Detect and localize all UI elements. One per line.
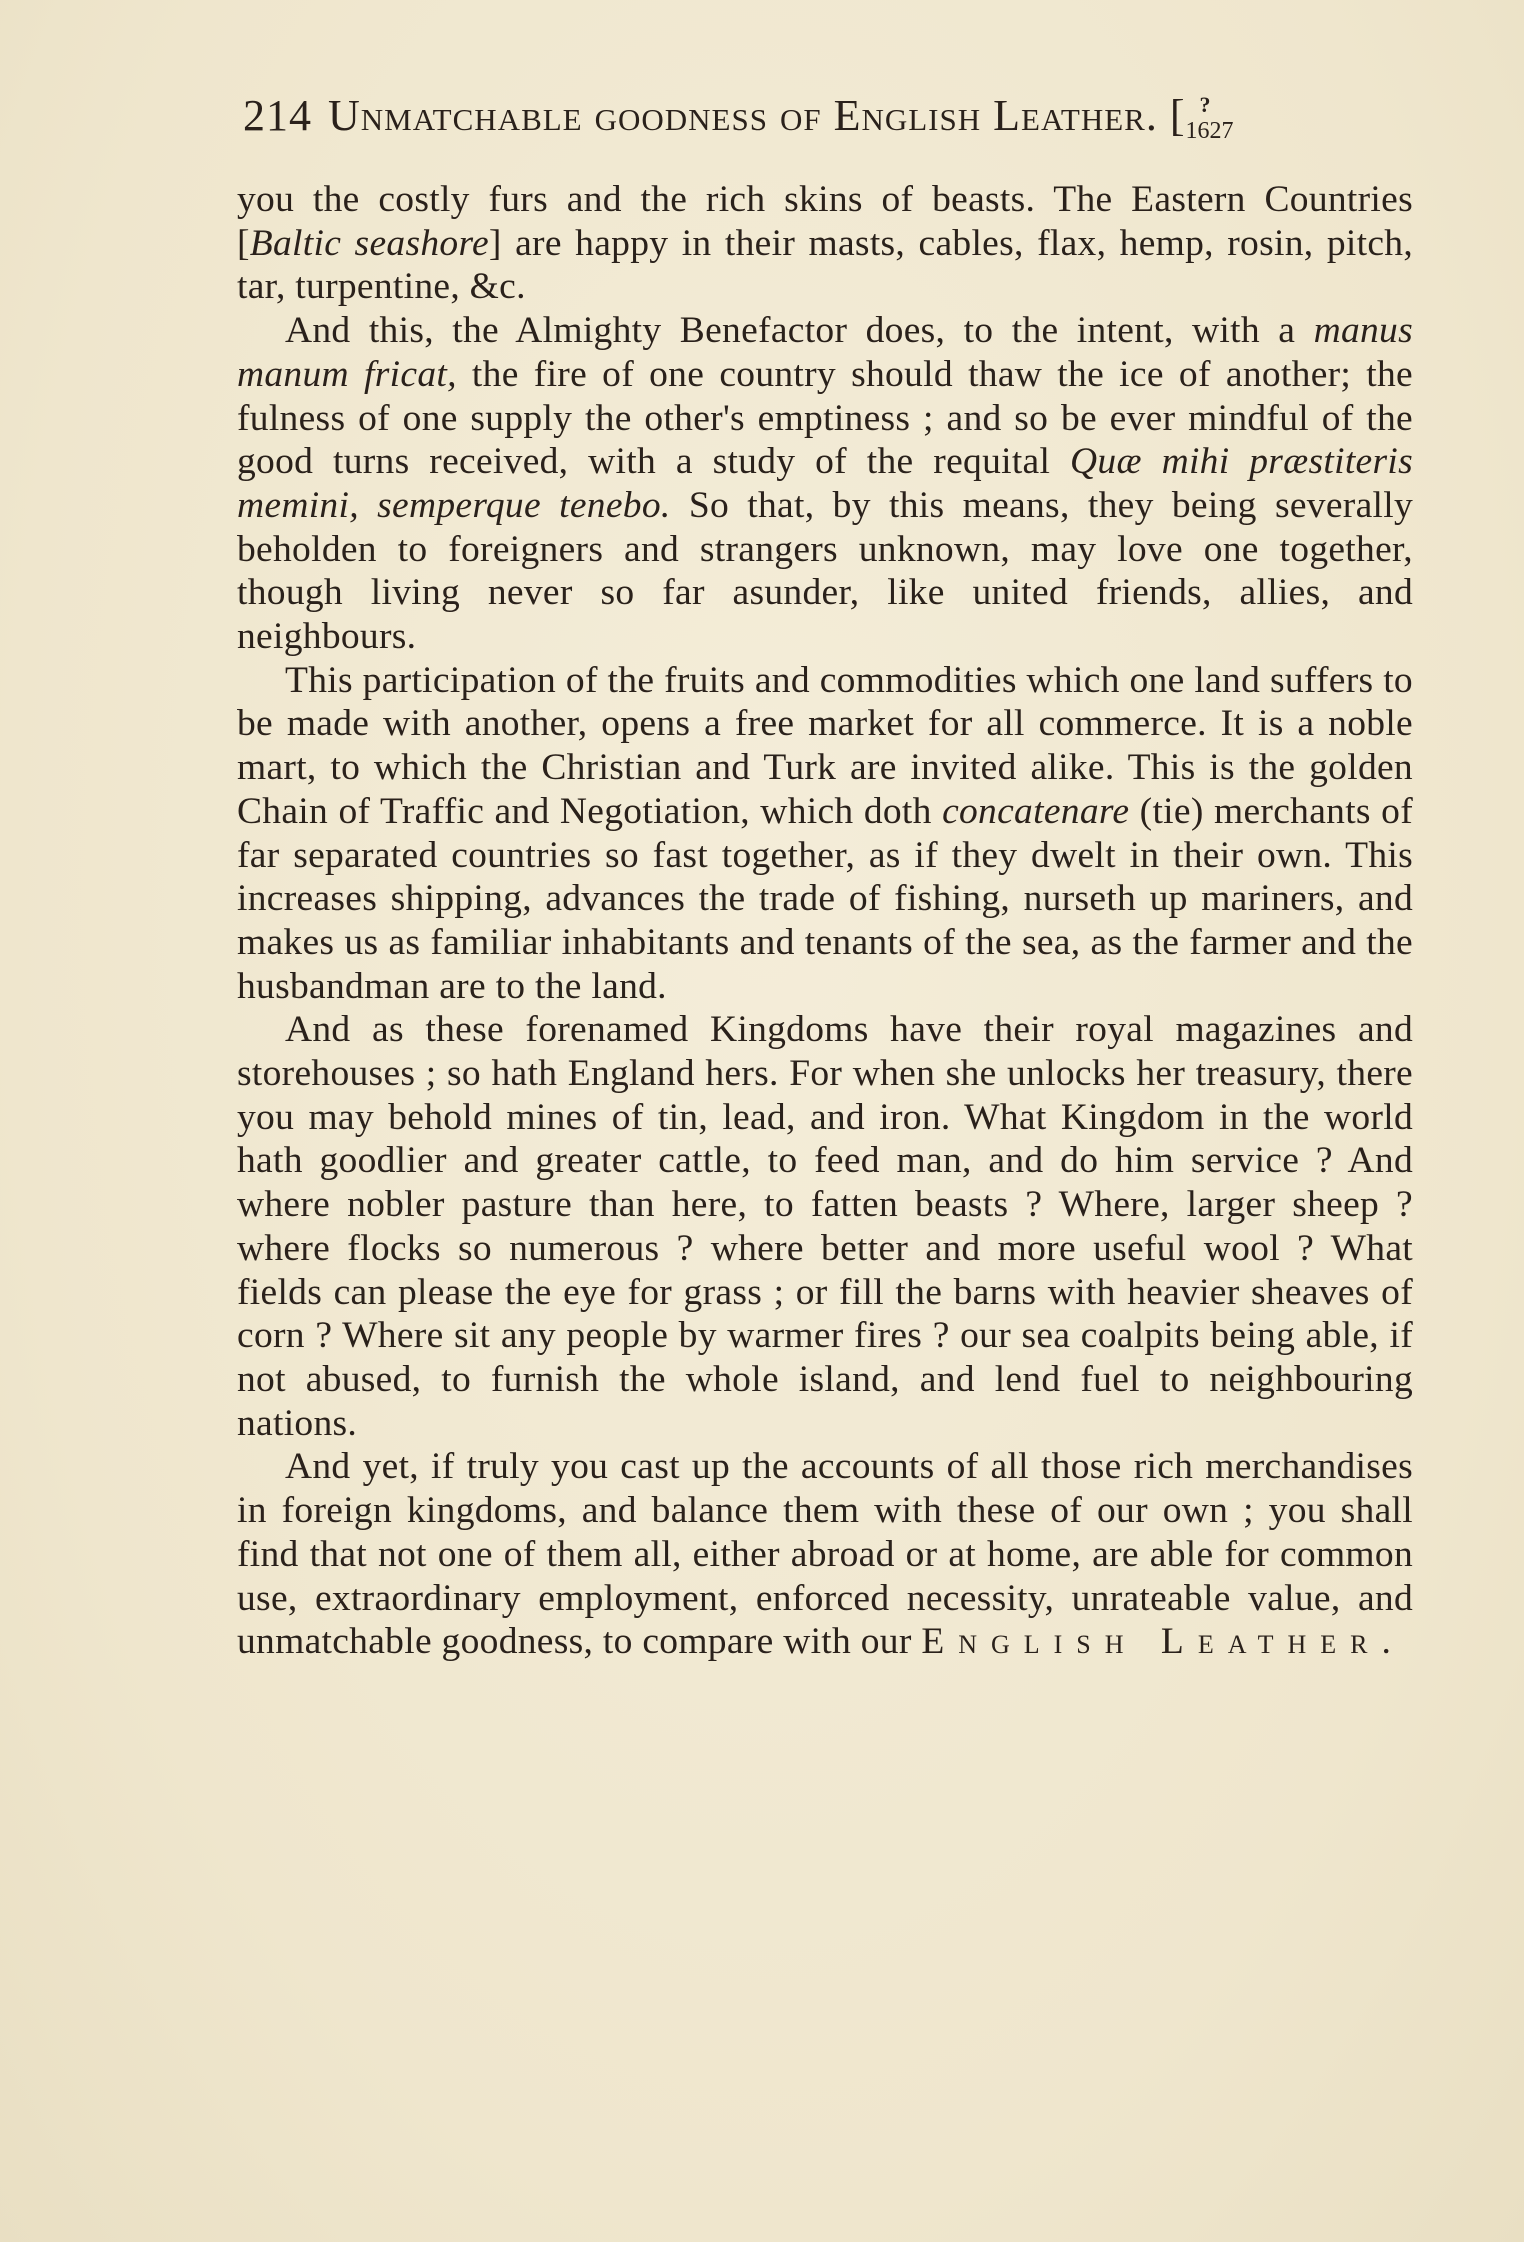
year-bracket: [ — [1169, 91, 1186, 140]
paragraph — [237, 1008, 1413, 1445]
text-run: And as these forenamed Kingdoms have their royal magazines and storehouses ; so hath England hers. For when she unlocks her treasury, there you may behold mines of tin, lead, and iron. What Kingdom in the world hath goodlier and greater cattle, to feed man, and do him service ? And where nobler pasture than here, to fatten beasts ? Where, larger sheep ? where flocks so numerous ? where better and more useful wool ? What fields can please the eye for grass ; or fill the barns with heavier sheaves of corn ? Where sit any people by warmer fires ? our sea coalpits being able, if not abused, to furnish the whole island, and lend fuel to neighbouring nations. — [237, 1009, 1413, 1444]
text-run: This participation of the fruits and commodities which one land suffers to be made with another, opens a free market for all commerce. It is a noble mart, to which the Christian and Turk are invited alike. This is the golden Chain of Traffic and Negotiation, which doth — [237, 659, 1413, 832]
running-title: Unmatchable goodness of English Leather. — [328, 91, 1158, 140]
italic-text: Quæ mihi præstiteris memini, semperque tenebo. — [237, 441, 1413, 526]
text-run: you the costly furs and the rich skins of beasts. The Eastern Countries [ — [237, 179, 1413, 264]
year-query-mark: ? — [1199, 92, 1212, 117]
text-run: the fire of one country should thaw the ice of another; the fulness of one supply the other's emptiness ; and so be ever mindful of the good turns received, with a study of the requital — [237, 353, 1414, 483]
italic-text: manus manum fricat, — [237, 310, 1413, 395]
text-run: And yet, if truly you cast up the accounts of all those rich merchandises in foreign kingdoms, and balance them with these of our own ; you shall find that not one of them all, either abroad or at home, are able for common use, extraordinary employment, enforced necessity, unrateable value, and unmatchable goodness, to compare with our — [237, 1446, 1413, 1663]
paragraph — [237, 659, 1413, 1009]
text-run: (tie) merchants of far separated countries so fast together, as if they dwelt in their own. This increases shipping, advances the trade of fishing, nurseth up mariners, and makes us as familiar inhabitants and tenants of the sea, as the farmer and the husbandman are to the land. — [237, 790, 1414, 1007]
body-text — [237, 178, 1413, 1664]
page-number: 214 — [243, 91, 312, 140]
paragraph — [237, 1445, 1413, 1664]
paragraph — [237, 178, 1413, 309]
year: 1627 — [1185, 118, 1234, 144]
paragraph — [237, 309, 1413, 659]
italic-text: Baltic seashore — [249, 222, 489, 264]
text-run: So that, by this means, they being severally beholden to foreigners and strangers unknown, may love one together, though living never so far asunder, like united friends, allies, and neighbours. — [237, 484, 1413, 658]
text-run: ] are happy in their masts, cables, flax, hemp, rosin, pitch, tar, turpentine, &c. — [237, 222, 1413, 308]
running-header — [243, 86, 1423, 146]
text-run: And this, the Almighty Benefactor does, to the intent, with a — [285, 310, 1314, 352]
italic-text: concatenare — [942, 790, 1130, 832]
spaced-caps-text: English Leather. — [921, 1621, 1405, 1663]
